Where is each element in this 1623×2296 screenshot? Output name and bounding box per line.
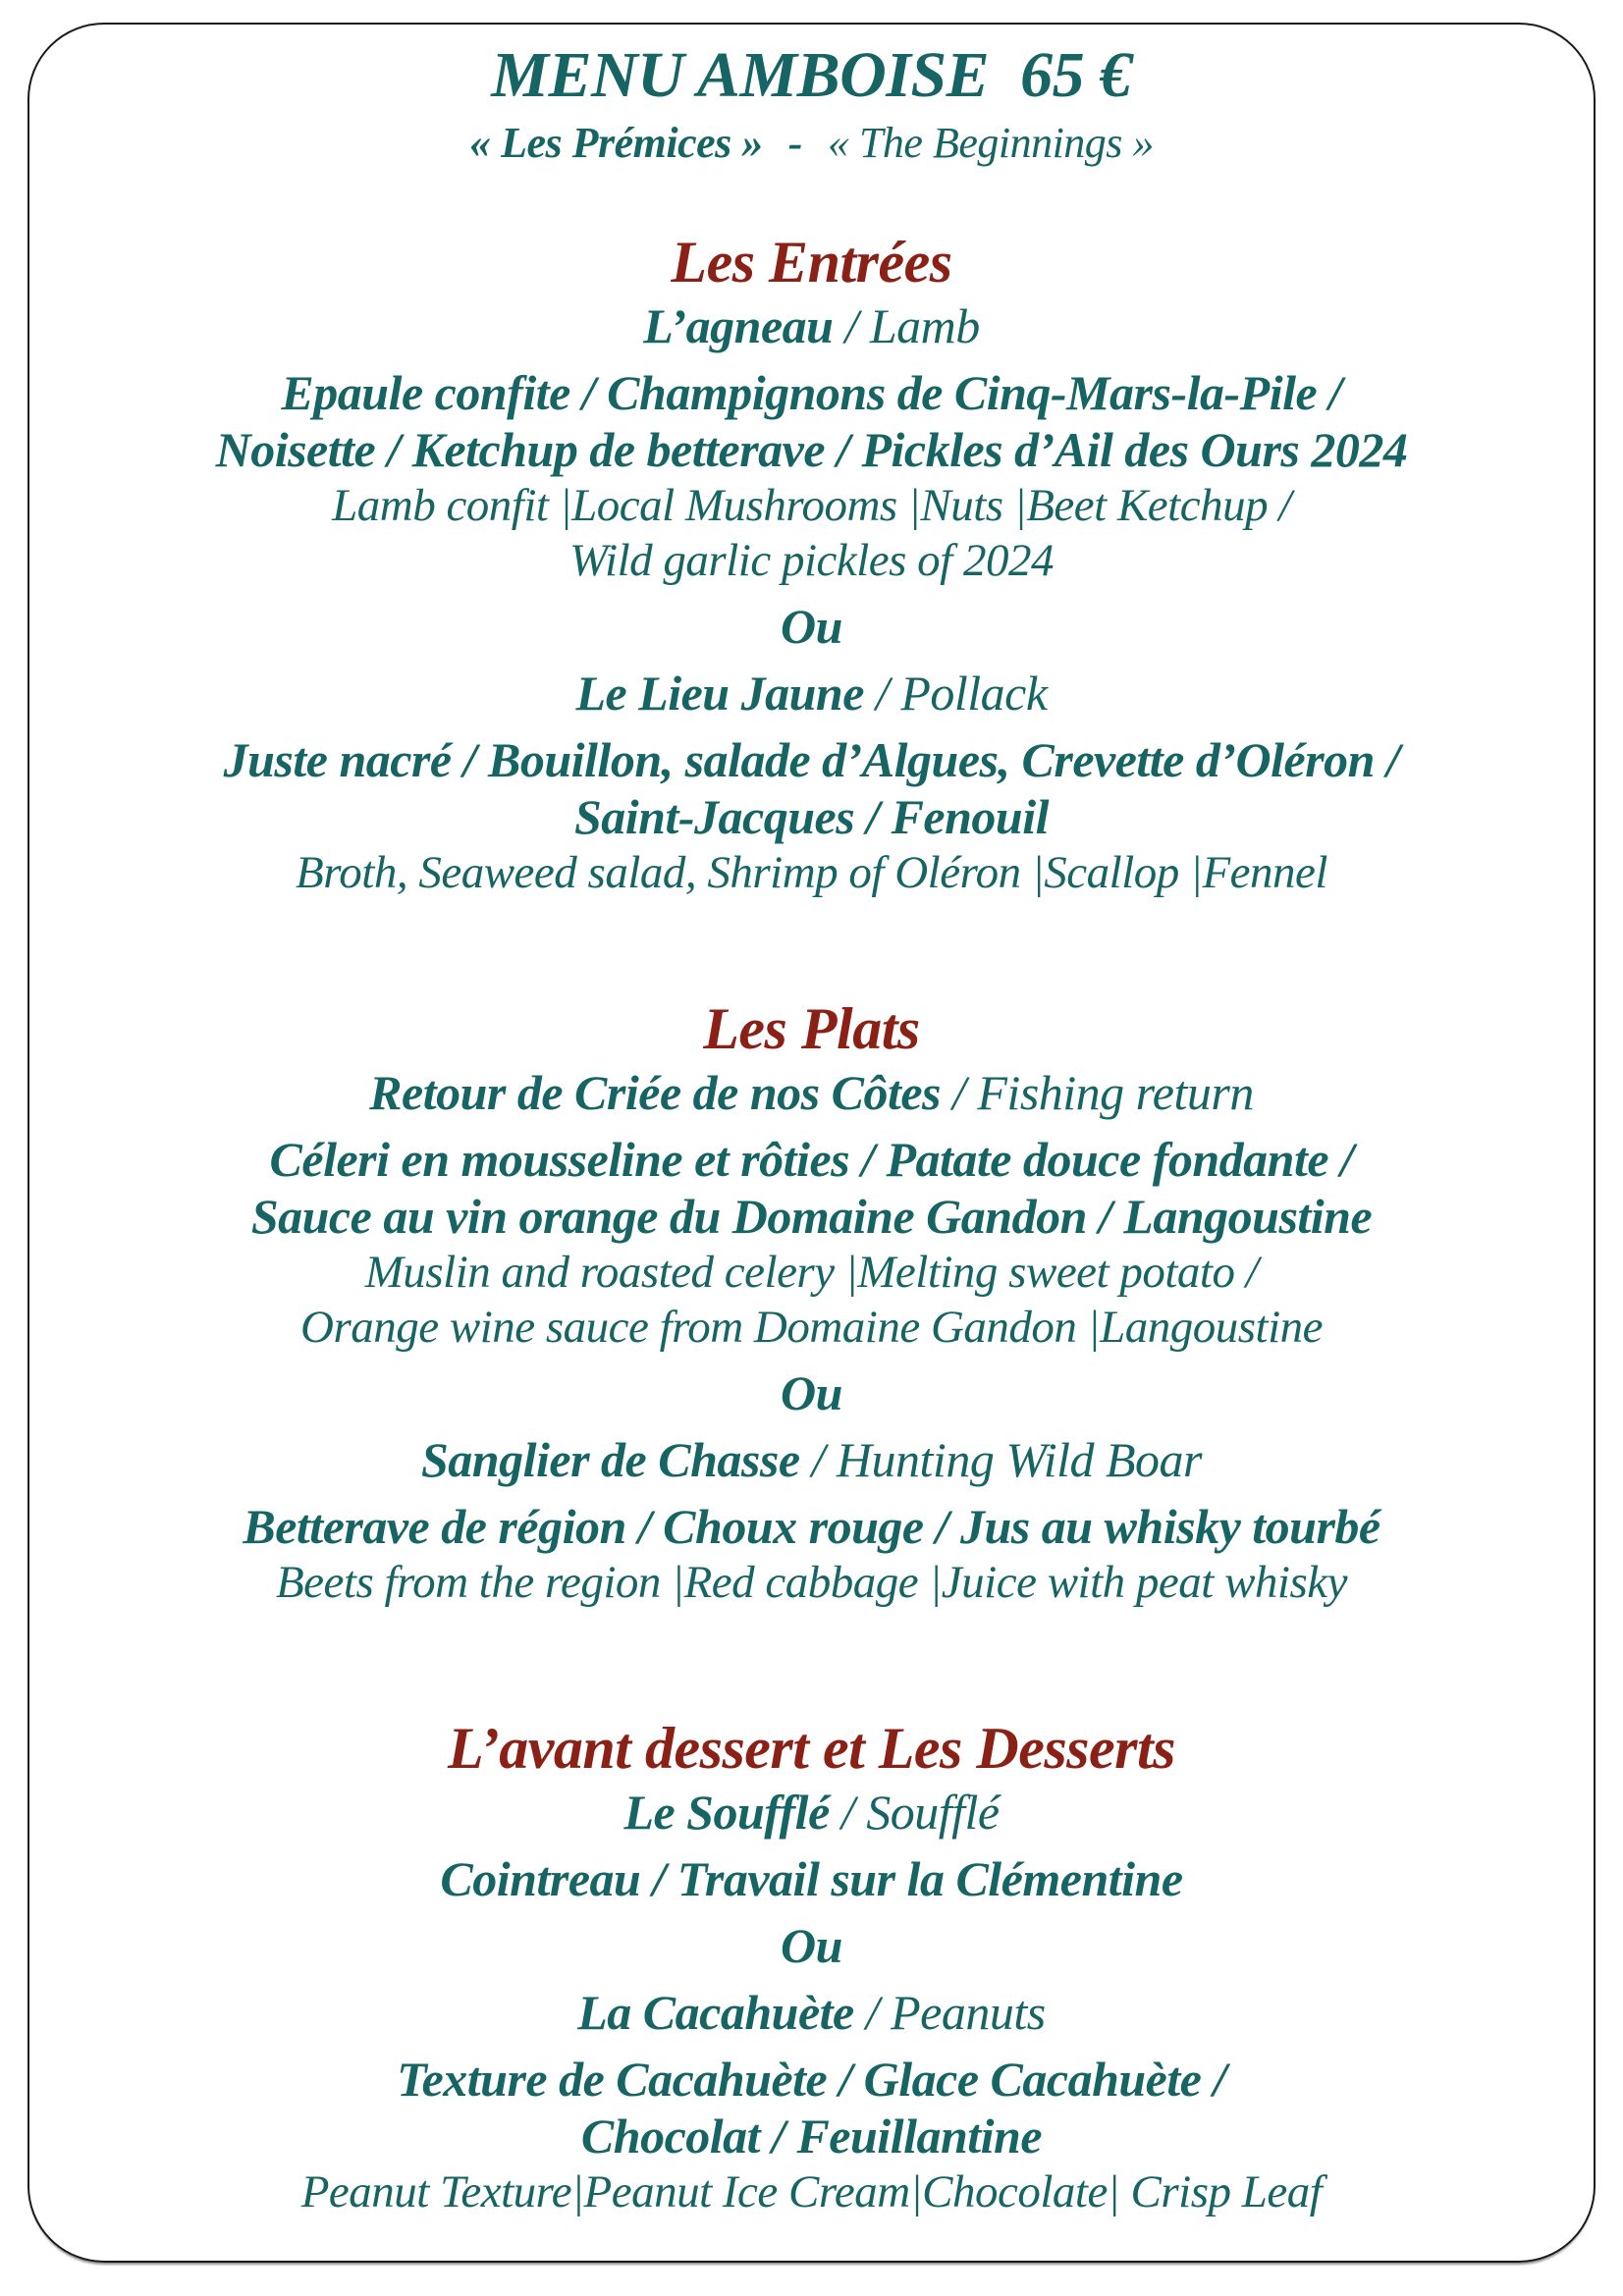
dish-name-line <box>29 1064 1594 1121</box>
dish-description-french: Epaule confite / Champignons de Cinq-Mars-la-Pile / <box>281 365 1342 420</box>
dish-name-line <box>29 1784 1594 1841</box>
dish-name-french: Sanglier de Chasse <box>421 1432 800 1487</box>
dish-name-french: La Cacahuète <box>577 1985 854 2040</box>
dish-description-english: Wild garlic pickles of 2024 <box>569 535 1054 586</box>
dish-wild-boar <box>29 1431 1594 1610</box>
dish-description-french: Noisette / Ketchup de betterave / Pickles d’Ail des Ours 2024 <box>215 422 1408 477</box>
dish-name-english: Soufflé <box>866 1785 1000 1840</box>
menu-header <box>29 38 1594 170</box>
menu-subtitle-dash: - <box>787 119 802 167</box>
course-choice-separator: Ou <box>781 1918 842 1973</box>
section-heading-starters: Les Entrées <box>671 230 952 294</box>
dish-name-separator: / <box>811 1432 825 1487</box>
dish-name-line <box>29 1984 1594 2041</box>
dish-name-separator: / <box>840 1785 855 1840</box>
dish-description-french: Sauce au vin orange du Domaine Gandon / Langoustine <box>250 1189 1373 1244</box>
menu-subtitle-english: « The Beginnings » <box>827 119 1154 167</box>
dish-description-french: Betterave de région / Choux rouge / Jus au whisky tourbé <box>243 1499 1380 1554</box>
section-desserts <box>29 1713 1594 2219</box>
dish-name-english: Peanuts <box>891 1985 1046 2040</box>
dish-name-french: Retour de Criée de nos Côtes <box>369 1065 941 1120</box>
dish-lamb <box>29 297 1594 588</box>
dish-description-english: Broth, Seaweed salad, Shrimp of Oléron |Scallop |Fennel <box>296 847 1327 898</box>
menu-subtitle-french: « Les Prémices » <box>469 119 763 167</box>
dish-name-english: Hunting Wild Boar <box>836 1432 1202 1487</box>
dish-description-french: Chocolat / Feuillantine <box>580 2109 1043 2163</box>
dish-pollack <box>29 665 1594 900</box>
dish-name-separator: / <box>865 1985 880 2040</box>
dish-name-separator: / <box>951 1065 966 1120</box>
section-heading-desserts: L’avant dessert et Les Desserts <box>447 1716 1176 1781</box>
section-heading-mains: Les Plats <box>703 996 920 1061</box>
dish-name-english: Lamb <box>869 298 980 353</box>
dish-fishing-return <box>29 1064 1594 1355</box>
course-choice-separator: Ou <box>781 1365 842 1420</box>
dish-description-french: Cointreau / Travail sur la Clémentine <box>440 1851 1183 1906</box>
dish-name-french: L’agneau <box>643 298 834 353</box>
dish-souffle <box>29 1784 1594 1907</box>
dish-name-line <box>29 297 1594 354</box>
dish-description-english: Orange wine sauce from Domaine Gandon |Langoustine <box>300 1302 1323 1353</box>
dish-name-french: Le Lieu Jaune <box>575 666 864 721</box>
menu-subtitle <box>29 117 1594 170</box>
section-mains <box>29 993 1594 1610</box>
dish-name-english: Fishing return <box>977 1065 1254 1120</box>
dish-description-french: Texture de Cacahuète / Glace Cacahuète / <box>397 2052 1226 2107</box>
dish-name-french: Le Soufflé <box>623 1785 830 1840</box>
dish-description-english: Beets from the region |Red cabbage |Juice with peat whisky <box>275 1557 1348 1608</box>
dish-name-line <box>29 665 1594 721</box>
menu-card <box>27 23 1596 2263</box>
dish-name-english: Pollack <box>900 666 1048 721</box>
course-choice-separator: Ou <box>781 599 842 654</box>
section-starters <box>29 227 1594 900</box>
dish-description-french: Saint-Jacques / Fenouil <box>573 789 1050 844</box>
dish-name-separator: / <box>875 666 890 721</box>
dish-description-english: Lamb confit |Local Mushrooms |Nuts |Beet Ketchup / <box>332 480 1291 531</box>
dish-description-french: Juste nacré / Bouillon, salade d’Algues, Crevette d’Oléron / <box>223 732 1400 787</box>
dish-name-line <box>29 1431 1594 1488</box>
dish-peanuts <box>29 1984 1594 2219</box>
dish-description-french: Céleri en mousseline et rôties / Patate douce fondante / <box>269 1132 1354 1187</box>
dish-description-english: Peanut Texture|Peanut Ice Cream|Chocolate| Crisp Leaf <box>300 2166 1323 2217</box>
dish-description-english: Muslin and roasted celery |Melting sweet potato / <box>364 1247 1259 1298</box>
dish-name-separator: / <box>844 298 858 353</box>
menu-title: MENU AMBOISE 65 € <box>491 39 1132 111</box>
